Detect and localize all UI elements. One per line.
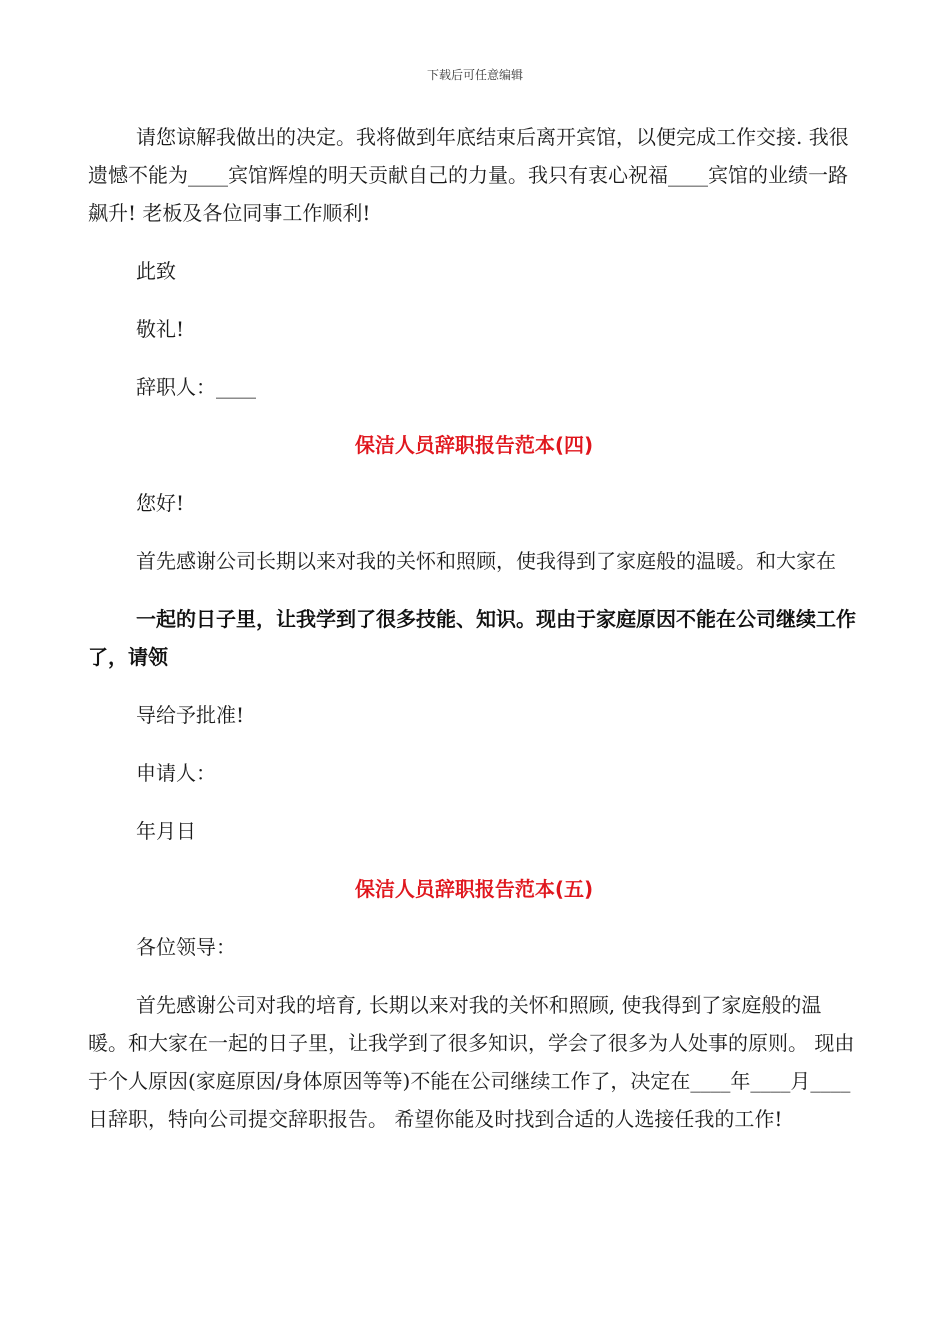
paragraph-thanks: 首先感谢公司长期以来对我的关怀和照顾，使我得到了家庭般的温暖。和大家在 [136, 549, 836, 573]
paragraph-main: 首先感谢公司对我的培育, 长期以来对我的关怀和照顾, 使我得到了家庭般的温暖。和大家在一起的日子里，让我学到了很多知识，学会了很多为人处事的原则。 现由于个人原因(家庭原因/身体原因等等)不能在公司继续工作了，决定在____年____月____日辞职，特向公司提交辞职报告。 希望你能及时找到合适的人选接任我的工作! [88, 993, 855, 1131]
greeting-leaders: 各位领导： [136, 935, 236, 959]
signature-applicant: 申请人： [136, 761, 216, 785]
section-heading-five: 保洁人员辞职报告范本(五) [354, 877, 594, 901]
section-heading-four: 保洁人员辞职报告范本(四) [354, 433, 594, 457]
page-header: 下载后可任意编辑 [426, 68, 523, 82]
signature-resigner: 辞职人：____ [136, 375, 256, 399]
date-line: 年月日 [136, 819, 196, 843]
closing-regards: 敬礼! [136, 317, 185, 341]
document-body [88, 118, 860, 1138]
paragraph-approval: 导给予批准! [136, 703, 245, 727]
paragraph-reason: 一起的日子里，让我学到了很多技能、知识。现由于家庭原因不能在公司继续工作了，请领 [88, 607, 856, 669]
closing-salutation: 此致 [136, 259, 176, 283]
paragraph-apology: 请您谅解我做出的决定。我将做到年底结束后离开宾馆，以便完成工作交接. 我很遗憾不能为____宾馆辉煌的明天贡献自己的力量。我只有衷心祝福____宾馆的业绩一路飙升! 老板及各位同事工作顺利! [88, 125, 849, 225]
greeting-hello: 您好! [136, 491, 185, 515]
